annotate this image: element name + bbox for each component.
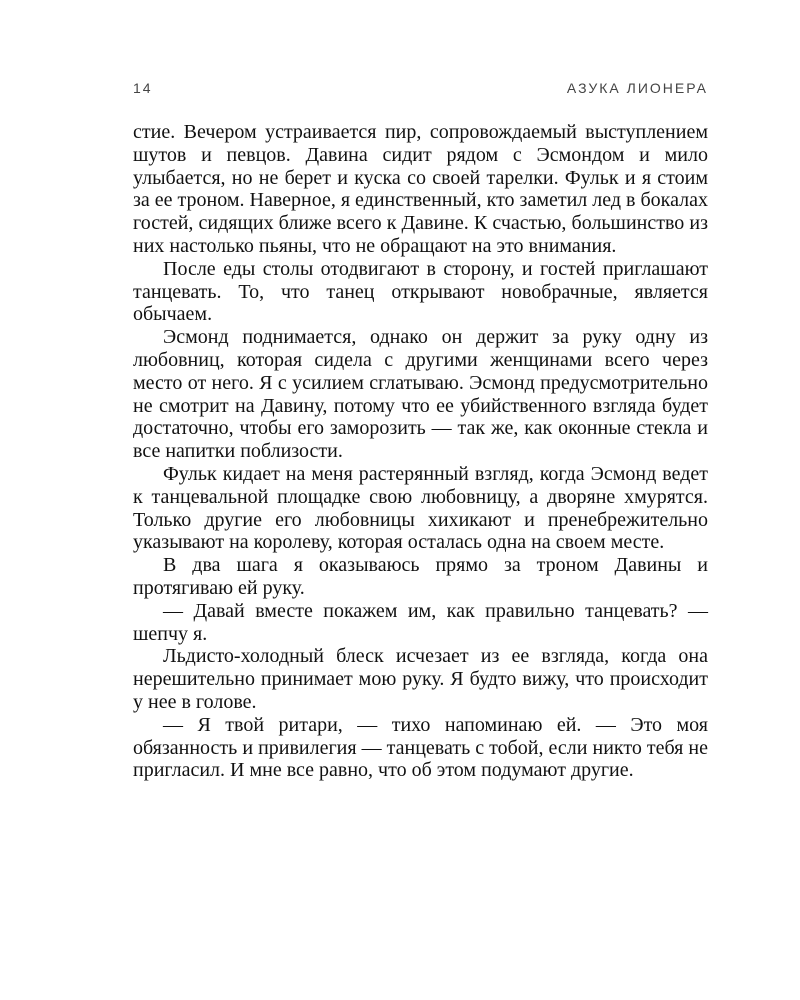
- paragraph-6: — Давай вместе покажем им, как правильно танцевать? — шепчу я.: [133, 599, 708, 645]
- running-head: [133, 80, 708, 100]
- page-number: 14: [133, 80, 153, 96]
- paragraph-7: Льдисто-холодный блеск исчезает из ее взгляда, когда она нерешительно принимает мою руку. Я будто вижу, что происходит у нее в голове.: [133, 645, 708, 713]
- paragraph-2: После еды столы отодвигают в сторону, и гостей приглашают танцевать. То, что танец открывают новобрачные, является обычаем.: [133, 257, 708, 326]
- paragraph-4: Фульк кидает на меня растерянный взгляд, когда Эсмонд ведет к танцевальной площадке свою любовницу, а дворяне хмурятся. Только другие его любовницы хихикают и пренебрежительно указывают на королеву, которая осталась одна на своем месте.: [133, 462, 708, 554]
- body-text: [133, 121, 708, 782]
- paragraph-5: В два шага я оказываюсь прямо за троном Давины и протягиваю ей руку.: [133, 554, 708, 599]
- book-title: АЗУКА ЛИОНЕРА: [566, 80, 708, 96]
- paragraph-8: — Я твой ритари, — тихо напоминаю ей. — Это моя обязанность и привилегия — танцевать с тобой, если никто тебя не пригласил. И мне все равно, что об этом подумают другие.: [133, 713, 708, 782]
- paragraph-3: Эсмонд поднимается, однако он держит за руку одну из любовниц, которая сидела с другими женщинами всего через место от него. Я с усилием сглатываю. Эсмонд предусмотрительно не смотрит на Давину, потому что ее убийственного взгляда будет достаточно, чтобы его заморозить — так же, как оконные стекла и все напитки поблизости.: [133, 326, 708, 463]
- paragraph-1: стие. Вечером устраивается пир, сопровождаемый выступлением шутов и певцов. Давина сидит рядом с Эсмондом и мило улыбается, но не берет и куска со своей тарелки. Фульк и я стоим за ее троном. Наверное, я единственный, кто заметил лед в бокалах гостей, сидящих ближе всего к Давине. К счастью, большинство из них настолько пьяны, что не обращают на это внимания.: [133, 121, 708, 257]
